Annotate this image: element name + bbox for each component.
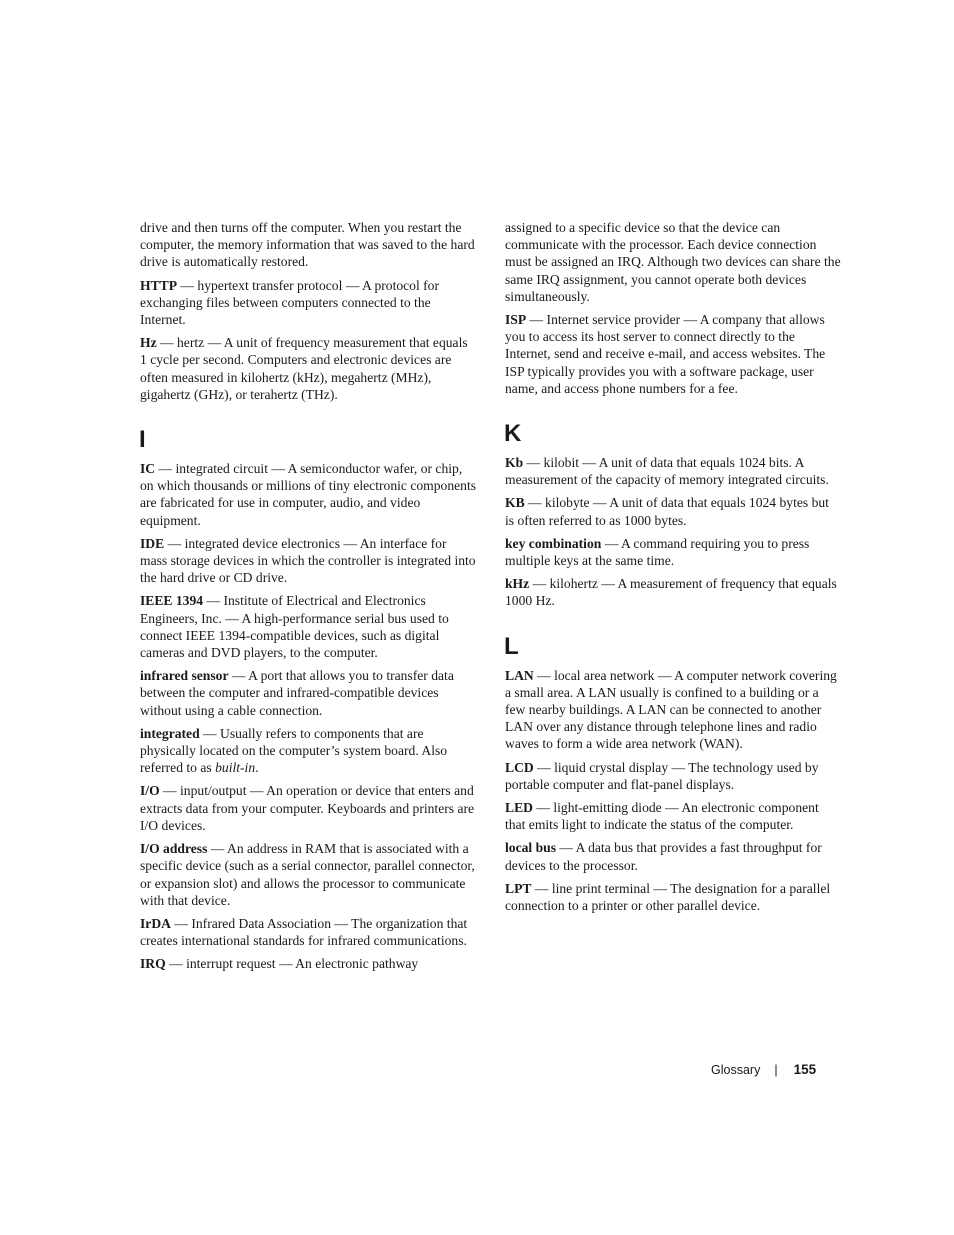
glossary-entry: [140, 667, 476, 719]
glossary-definition: — interrupt request — An electronic pathway: [165, 956, 419, 972]
entries-h: [140, 277, 476, 403]
footer-section-title: Glossary: [711, 1063, 761, 1077]
glossary-entry: [505, 454, 841, 488]
glossary-term: LAN: [505, 667, 534, 683]
glossary-term: IrDA: [140, 915, 171, 931]
glossary-term: KB: [505, 495, 525, 511]
glossary-term: infrared sensor: [140, 668, 229, 684]
glossary-definition: — line print terminal — The designation for a parallel connection to a printer or other parallel device.: [505, 880, 831, 914]
glossary-definition: — kilobyte — A unit of data that equals 1024 bytes but is often referred to as 1000 bytes.: [505, 495, 829, 528]
glossary-entry: [140, 955, 476, 972]
continued-paragraph: assigned to a specific device so that the device can communicate with the processor. Each device connection must be assigned an IRQ. Although two devices can share the same IRQ assignment, you cannot operate both devices simultaneously.: [505, 220, 841, 304]
glossary-entry: [140, 840, 476, 909]
entries-i-continued: [140, 782, 476, 972]
entries-l: [505, 667, 841, 915]
glossary-term: HTTP: [140, 277, 178, 293]
glossary-definition: — A command requiring you to press multiple keys at the same time.: [505, 535, 810, 569]
glossary-definition: — integrated device electronics — An interface for mass storage devices in which the controller is integrated into the hard drive or CD drive.: [140, 535, 476, 586]
glossary-entry: [140, 277, 476, 329]
glossary-term: LCD: [505, 759, 534, 775]
glossary-entry: [505, 311, 841, 397]
glossary-entry: [505, 535, 841, 569]
glossary-definition: — Institute of Electrical and Electronics Engineers, Inc. — A high-performance serial bus used to connect IEEE 1394-compatible devices, such as digital cameras and DVD players, to the computer.: [140, 593, 449, 661]
glossary-entry: [505, 575, 841, 609]
entries-k: [505, 454, 841, 610]
entries-i: [140, 460, 476, 719]
glossary-definition: — local area network — A computer network covering a small area. A LAN usually is confined to a building or a few nearby buildings. A LAN can be connected to another LAN over any distance through telephone lines and radio waves to form a wide area network (WAN).: [505, 667, 837, 752]
glossary-term: LED: [505, 800, 533, 816]
italic-term: built-in: [215, 760, 256, 776]
glossary-term: I/O: [140, 783, 160, 799]
glossary-definition: — hertz — A unit of frequency measurement that equals 1 cycle per second. Computers and electronic devices are often measured in kilohertz (kHz), megahertz (MHz), gigahertz (GHz), or terahertz (THz).: [140, 335, 468, 402]
glossary-entry: [140, 915, 476, 949]
glossary-entry: [505, 799, 841, 833]
glossary-entry: [140, 535, 476, 587]
glossary-term: LPT: [505, 880, 532, 896]
right-column: [505, 219, 841, 920]
glossary-definition: — A port that allows you to transfer data between the computer and infrared-compatible devices without using a cable connection.: [140, 668, 454, 718]
glossary-term: ISP: [505, 312, 527, 328]
glossary-definition: — light-emitting diode — An electronic component that emits light to indicate the status of the computer.: [505, 800, 819, 833]
glossary-definition: — Usually refers to components that are physically located on the computer’s system board. Also referred to as: [140, 725, 448, 776]
page-footer: [711, 1062, 816, 1077]
glossary-definition: — input/output — An operation or device that enters and extracts data from your computer. Keyboards and printers are I/O devices.: [140, 783, 475, 833]
entries-isp: [505, 311, 841, 397]
glossary-entry: [505, 759, 841, 793]
glossary-entry: [140, 782, 476, 834]
glossary-term: integrated: [140, 725, 200, 741]
glossary-definition: — integrated circuit — A semiconductor wafer, or chip, on which thousands or millions of tiny electronic components are fabricated for use in computer, audio, and video equipment.: [140, 461, 477, 528]
glossary-entry: [505, 839, 841, 873]
section-letter-k: K: [504, 420, 522, 448]
glossary-term: IEEE 1394: [140, 593, 204, 609]
glossary-definition: — Internet service provider — A company that allows you to access its host server to connect directly to the Internet, send and receive e-mail, and access websites. The ISP typically provides you with a software package, user name, and access phone numbers for a fee.: [505, 312, 826, 396]
glossary-term: IRQ: [140, 956, 166, 972]
glossary-entry: [140, 334, 476, 403]
left-column: [140, 219, 476, 979]
glossary-definition: — Infrared Data Association — The organization that creates international standards for infrared communications.: [140, 915, 468, 949]
footer-separator: |: [774, 1063, 778, 1077]
glossary-definition: — kilohertz — A measurement of frequency that equals 1000 Hz.: [505, 576, 837, 609]
definition-end: .: [255, 760, 259, 776]
glossary-term: Hz: [140, 335, 157, 351]
continued-paragraph: drive and then turns off the computer. When you restart the computer, the memory information that was saved to the hard drive is automatically restored.: [140, 220, 475, 270]
glossary-term: kHz: [505, 576, 530, 592]
glossary-term: IC: [140, 461, 156, 477]
glossary-term: local bus: [505, 840, 556, 856]
glossary-entry: [505, 667, 841, 753]
page-number: 155: [793, 1062, 817, 1077]
glossary-definition: — A data bus that provides a fast throughput for devices to the processor.: [505, 840, 822, 873]
glossary-entry: [505, 880, 841, 914]
glossary-entry: [505, 494, 841, 528]
glossary-term: I/O address: [140, 841, 208, 857]
glossary-entry: [140, 460, 476, 529]
glossary-definition: — hypertext transfer protocol — A protocol for exchanging files between computers connected to the Internet.: [140, 277, 440, 328]
glossary-term: Kb: [505, 455, 524, 471]
section-letter-l: L: [504, 632, 519, 660]
section-letter-i: I: [139, 426, 146, 454]
glossary-entry-integrated: [140, 725, 476, 777]
glossary-term: key combination: [505, 535, 602, 551]
glossary-definition: — kilobit — A unit of data that equals 1024 bits. A measurement of the capacity of memory integrated circuits.: [505, 455, 829, 488]
glossary-definition: — An address in RAM that is associated with a specific device (such as a serial connector, parallel connector, or expansion slot) and allows the processor to communicate with that device.: [140, 841, 475, 908]
glossary-definition: — liquid crystal display — The technology used by portable computer and flat-panel displays.: [505, 759, 819, 792]
glossary-entry: [140, 592, 476, 661]
glossary-term: IDE: [140, 535, 165, 551]
